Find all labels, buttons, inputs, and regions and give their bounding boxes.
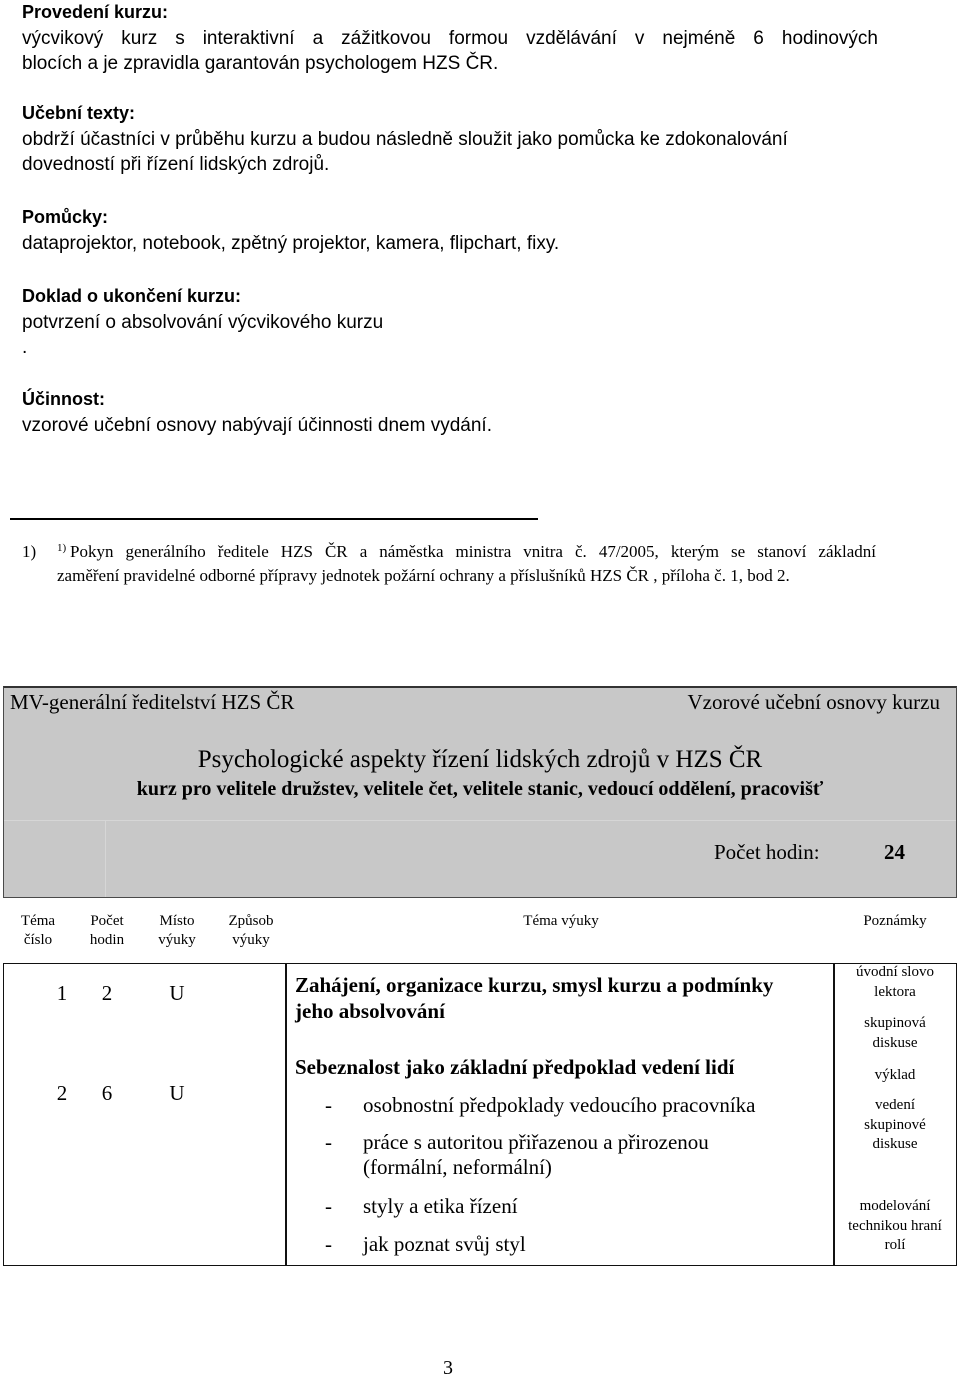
note-line: diskuse (872, 1136, 918, 1152)
note-intro (835, 963, 955, 1002)
course-title: Psychologické aspekty řízení lidských zdrojů v HZS ČR (197, 746, 763, 773)
note-line: lektora (874, 983, 916, 1000)
column-header-line: Způsob (228, 913, 274, 929)
list-item: styly a etika řízení (363, 1194, 518, 1218)
column-header-place (147, 912, 207, 950)
row-topic-title (295, 972, 825, 1024)
section-text-line: dataprojektor, notebook, zpětný projektor, kamera, flipchart, fixy. (22, 232, 560, 254)
note-line: modelování (859, 1198, 931, 1214)
column-header-line: výuky (158, 932, 196, 948)
list-item-line: (formální, neformální) (363, 1155, 552, 1179)
footnote-text-line: Pokyn generálního ředitele HZS ČR a náměstka ministra vnitra č. 47/2005, kterým se stanoví základní (70, 542, 876, 561)
list-item (363, 1130, 823, 1180)
section-effectiveness (22, 387, 878, 438)
section-aids (22, 205, 878, 256)
column-header-line: hodin (89, 932, 125, 948)
column-header-line: výuky (232, 932, 270, 948)
row-topic-title: Sebeznalost jako základní předpoklad vedení lidí (295, 1055, 735, 1079)
list-bullet: - (325, 1130, 332, 1154)
note-line: technikou hraní (848, 1217, 942, 1234)
note-line: výklad (874, 1067, 916, 1083)
note-line: úvodní slovo (856, 964, 934, 980)
section-text-line: . (22, 337, 28, 358)
column-header-line: Místo (159, 913, 195, 929)
section-text-line: potvrzení o absolvování výcvikového kurzu (22, 311, 384, 333)
ministry-name: MV-generální ředitelství HZS ČR (10, 690, 295, 714)
row-topic-number: 1 (56, 981, 68, 1005)
note-role-play (835, 1197, 955, 1256)
section-heading: Pomůcky: (22, 207, 109, 227)
section-text-line: vzorové učební osnovy nabývají účinnosti dnem vydání. (22, 414, 492, 436)
hours-label: Počet hodin: (714, 840, 820, 864)
note-line: diskuse (872, 1034, 918, 1051)
row-place: U (169, 1081, 185, 1105)
section-study-texts (22, 101, 878, 178)
column-header-line: číslo (23, 932, 53, 948)
column-header-line: Počet (90, 913, 124, 929)
column-header-line: Téma (20, 913, 56, 929)
section-heading: Učební texty: (22, 103, 136, 123)
column-header-notes: Poznámky (863, 913, 927, 929)
note-lecture (835, 1066, 955, 1086)
footnote-superscript: 1) (57, 542, 67, 554)
section-text-line: obdrží účastníci v průběhu kurzu a budou následně sloužit jako pomůcka ke zdokonalování (22, 128, 788, 150)
column-header-method (216, 912, 286, 950)
footnote-text-line: zaměření pravidelné odborné přípravy jednotek požární ochrany a příslušníků HZS ČR , příloha č. 1, bod 2. (57, 566, 790, 585)
list-bullet: - (325, 1194, 332, 1218)
list-item-line: práce s autoritou přiřazenou a přirozenou (363, 1130, 709, 1154)
row-hours: 2 (101, 981, 113, 1005)
course-subtitle: kurz pro velitele družstev, velitele čet, velitele stanic, vedoucí oddělení, pracovišť (136, 778, 824, 800)
list-item: jak poznat svůj styl (363, 1232, 526, 1256)
section-text-line: dovedností při řízení lidských zdrojů. (22, 154, 330, 175)
note-line: skupinové (864, 1116, 926, 1133)
row-topic-title-line: jeho absolvování (295, 999, 445, 1023)
table-column-divider (285, 963, 287, 1266)
row-topic-number: 2 (56, 1081, 68, 1105)
section-course-delivery (22, 0, 878, 77)
note-line: skupinová (864, 1015, 926, 1031)
document-type: Vzorové učební osnovy kurzu (687, 690, 940, 714)
hours-value: 24 (884, 840, 905, 864)
column-header-hours (77, 912, 137, 950)
header-box-divider (4, 820, 956, 821)
list-item: osobnostní předpoklady vedoucího pracovníka (363, 1093, 756, 1117)
page-number: 3 (443, 1357, 453, 1379)
note-group-discussion (835, 1014, 955, 1053)
section-text-line: výcvikový kurz s interaktivní a zážitkovou formou vzdělávání v nejméně 6 hodinových (22, 27, 878, 49)
column-header-topic: Téma výuky (523, 913, 599, 929)
note-leading-discussion (835, 1096, 955, 1155)
column-header-topic-number (8, 912, 68, 950)
note-line: vedení (875, 1097, 915, 1113)
section-text-line: blocích a je zpravidla garantován psychologem HZS ČR. (22, 53, 499, 74)
header-box-divider (105, 820, 106, 897)
row-topic-title-line: Zahájení, organizace kurzu, smysl kurzu a podmínky (295, 973, 774, 997)
footnote-separator (10, 518, 538, 520)
footnote-number: 1) (22, 542, 37, 561)
section-heading: Účinnost: (22, 389, 105, 409)
list-bullet: - (325, 1232, 332, 1256)
note-line: rolí (884, 1237, 906, 1253)
section-completion-certificate (22, 284, 878, 361)
row-place: U (169, 981, 185, 1005)
section-heading: Provedení kurzu: (22, 2, 169, 22)
row-hours: 6 (101, 1081, 113, 1105)
section-heading: Doklad o ukončení kurzu: (22, 286, 242, 306)
list-bullet: - (325, 1093, 332, 1117)
